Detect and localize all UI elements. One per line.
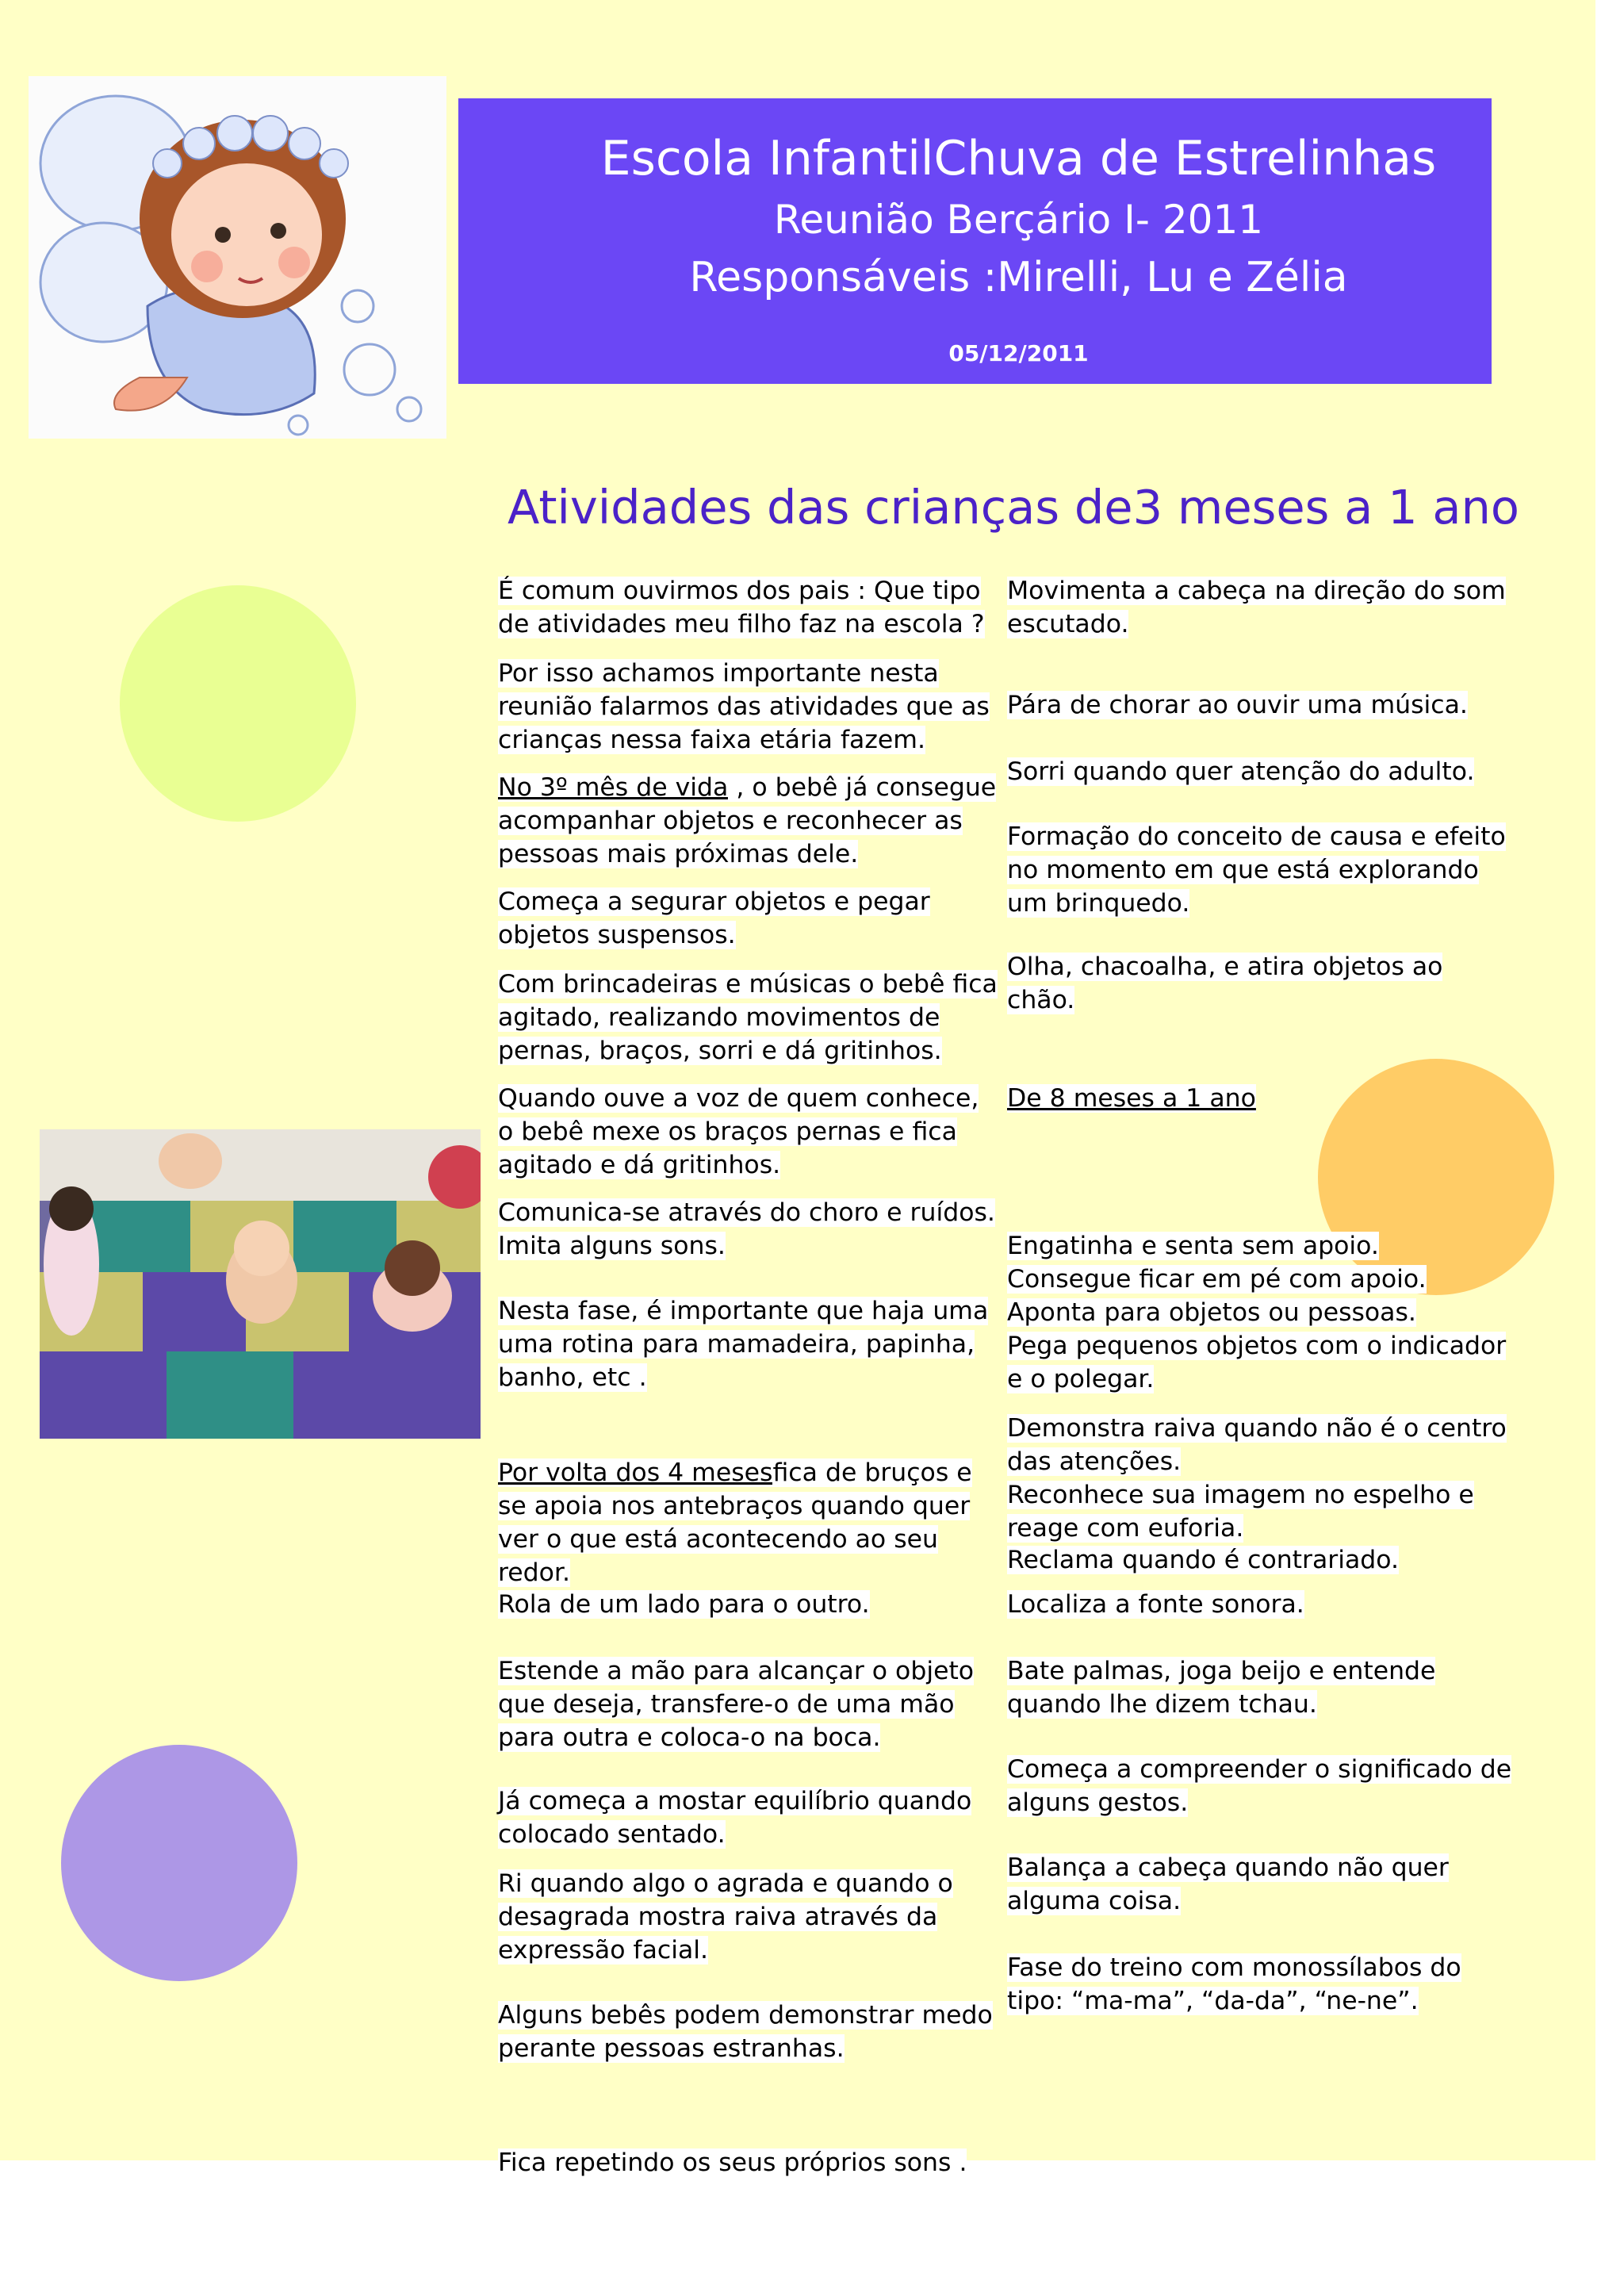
paragraph: Rola de um lado para o outro. [498,1590,870,1619]
paragraph: Reclama quando é contrariado. [1007,1546,1400,1574]
meeting-subtitle: Reunião Berçário I- 2011 [773,197,1264,243]
paragraph: Balança a cabeça quando não quer alguma coisa. [1007,1853,1449,1915]
paragraph: Nesta fase, é importante que haja uma uma rotina para mamadeira, papinha, banho, etc . [498,1297,989,1392]
decorative-circle-purple [61,1745,297,1981]
paragraph: Estende a mão para alcançar o objeto que deseja, transfere-o de uma mão para outra e coloca-o na boca. [498,1657,975,1752]
paragraph: Pega pequenos objetos com o indicador e o polegar. [1007,1332,1507,1393]
header-banner [458,98,1492,384]
babies-photo [40,1129,481,1439]
responsibles-subtitle: Responsáveis :Mirelli, Lu e Zélia [689,254,1348,301]
paragraph: Pára de chorar ao ouvir uma música. [1007,691,1468,719]
paragraph: Com brincadeiras e músicas o bebê fica agitado, realizando movimentos de pernas, braços, sorri e dá gritinhos. [498,970,998,1065]
paragraph: Formação do conceito de causa e efeito no momento em que está explorando um brinquedo. [1007,822,1506,918]
paragraph: Fica repetindo os seus próprios sons . [498,2148,967,2177]
paragraph: Bate palmas, joga beijo e entende quando lhe dizem tchau. [1007,1657,1436,1719]
paragraph: Já começa a mostar equilíbrio quando colocado sentado. [498,1787,972,1849]
angel-illustration [29,76,446,439]
paragraph: Por isso achamos importante nesta reunião falarmos das atividades que as crianças nessa faixa etária fazem. [498,659,990,754]
paragraph: Consegue ficar em pé com apoio. [1007,1265,1427,1294]
paragraph: Quando ouve a voz de quem conhece, o bebê mexe os braços pernas e fica agitado e dá gritinhos. [498,1084,979,1179]
paragraph: Comunica-se através do choro e ruídos. Imita alguns sons. [498,1198,995,1260]
paragraph: Movimenta a cabeça na direção do som escutado. [1007,577,1506,638]
paragraph: Aponta para objetos ou pessoas. [1007,1298,1416,1327]
paragraph: Começa a compreender o significado de alguns gestos. [1007,1755,1512,1817]
paragraph: Ri quando algo o agrada e quando o desagrada mostra raiva através da expressão facial. [498,1869,953,1964]
section-heading: De 8 meses a 1 ano [1007,1084,1256,1113]
paragraph: Começa a segurar objetos e pegar objetos suspensos. [498,887,930,949]
paragraph: Por volta dos 4 mesesfica de bruços e se apoia nos antebraços quando quer ver o que está acontecendo ao seu redor. [498,1458,972,1587]
paragraph: Fase do treino com monossílabos do tipo: “ma-ma”, “da-da”, “ne-ne”. [1007,1953,1461,2015]
header-date: 05/12/2011 [948,340,1089,366]
paragraph: Sorri quando quer atenção do adulto. [1007,757,1475,786]
paragraph: No 3º mês de vida , o bebê já consegue acompanhar objetos e reconhecer as pessoas mais próximas dele. [498,773,997,868]
paragraph: Engatinha e senta sem apoio. [1007,1232,1379,1260]
paragraph: Alguns bebês podem demonstrar medo perante pessoas estranhas. [498,2001,993,2063]
paragraph: É comum ouvirmos dos pais : Que tipo de atividades meu filho faz na escola ? [498,577,985,638]
paragraph: Reconhece sua imagem no espelho e reage com euforia. [1007,1481,1474,1543]
school-name: Escola InfantilChuva de Estrelinhas [600,131,1437,186]
paragraph: Demonstra raiva quando não é o centro das atenções. [1007,1414,1507,1476]
decorative-circle-green [120,585,356,822]
paragraph: Olha, chacoalha, e atira objetos ao chão. [1007,953,1443,1014]
page-title: Atividades das crianças de3 meses a 1 ano [508,480,1520,535]
paragraph: Localiza a fonte sonora. [1007,1590,1304,1619]
